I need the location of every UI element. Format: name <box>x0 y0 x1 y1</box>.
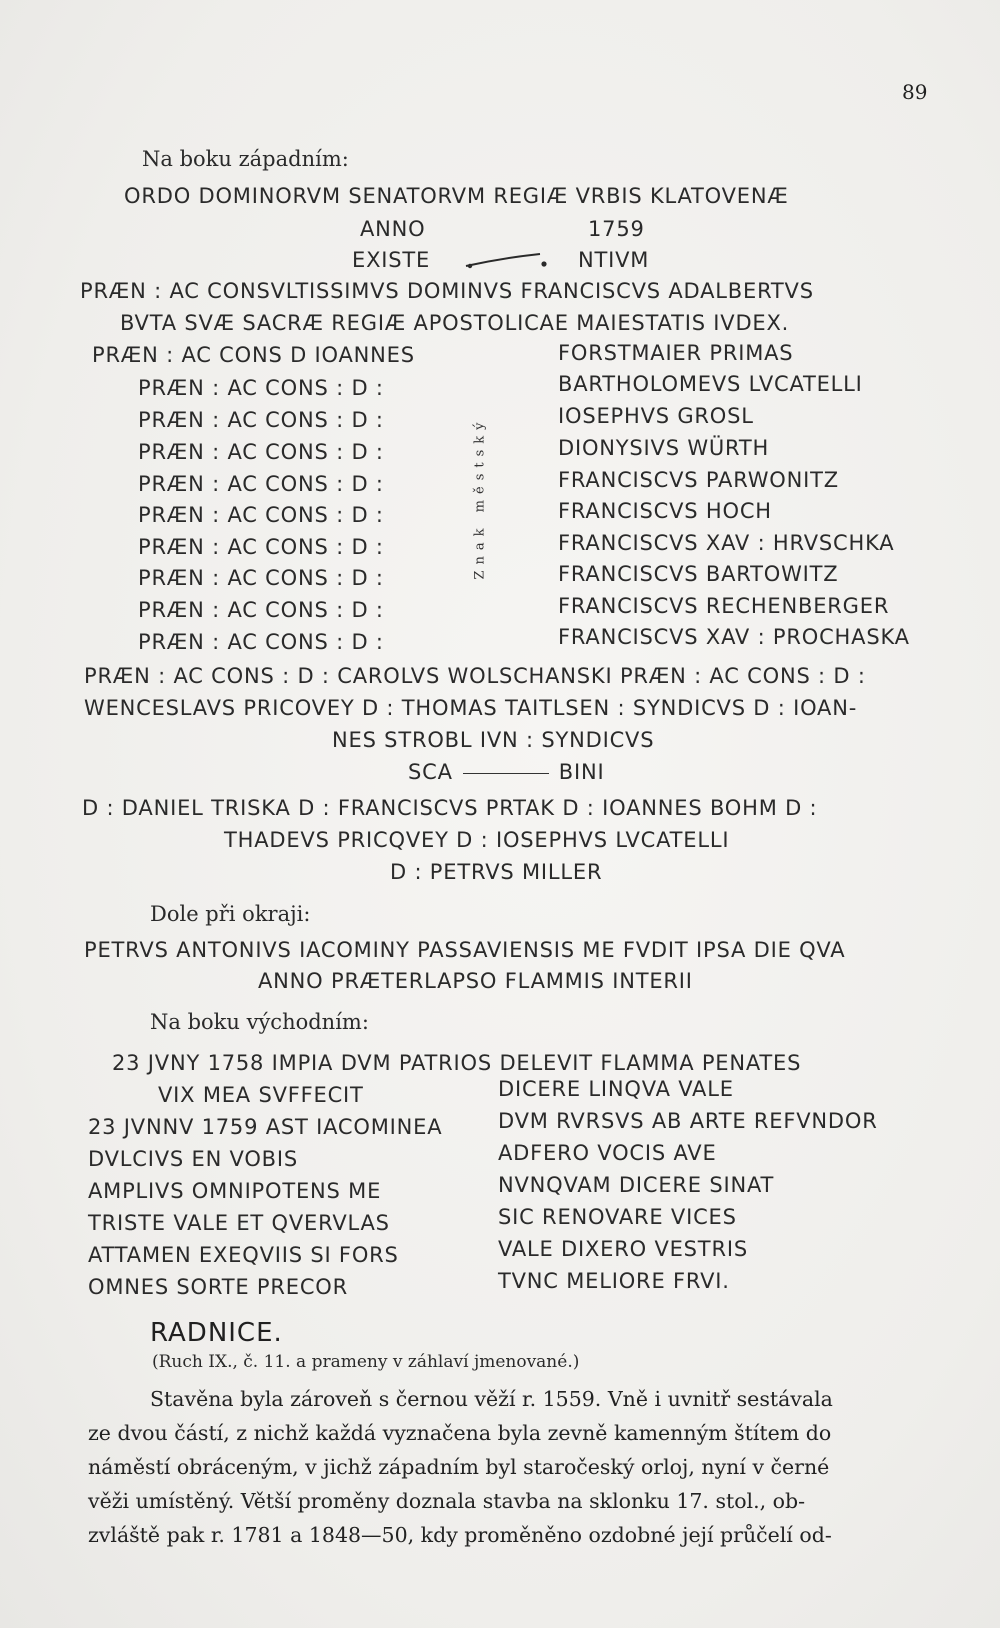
inscription-line: BVTA SVÆ SACRÆ REGIÆ APOSTOLICAE MAIESTATIS IVDEX. <box>120 311 790 335</box>
section-paragraph <box>88 1382 940 1552</box>
verse-left: DVLCIVS EN VOBIS <box>88 1147 299 1171</box>
anno-year: 1759 <box>588 217 645 241</box>
verse-right: TVNC MELIORE FRVI. <box>498 1269 730 1293</box>
primas-left: PRÆN : AC CONS D IOANNES <box>92 343 415 367</box>
verse-left: ATTAMEN EXEQVIIS SI FORS <box>88 1243 399 1267</box>
council-name: BARTHOLOMEVS LVCATELLI <box>558 372 863 396</box>
verse-left: TRISTE VALE ET QVERVLAS <box>88 1211 390 1235</box>
verse-right: ADFERO VOCIS AVE <box>498 1141 717 1165</box>
page-number: 89 <box>902 80 928 104</box>
council-name: FRANCISCVS XAV : PROCHASKA <box>558 625 910 649</box>
council-prefix: PRÆN : AC CONS : D : <box>138 472 384 496</box>
sca-bini-line <box>408 760 604 784</box>
verse-left: VIX MEA SVFFECIT <box>158 1083 364 1107</box>
inscription-line: NES STROBL IVN : SYNDICVS <box>332 728 655 752</box>
section-source: (Ruch IX., č. 11. a prameny v záhlaví jmenované.) <box>152 1352 580 1372</box>
verse-left: 23 JVNNV 1759 AST IACOMINEA <box>88 1115 443 1139</box>
paragraph-line: zvláště pak r. 1781 a 1848—50, kdy proměněno ozdobné její průčelí od- <box>88 1523 832 1547</box>
inscription-line: WENCESLAVS PRICOVEY D : THOMAS TAITLSEN : SYNDICVS D : IOAN- <box>84 696 858 720</box>
inscription-line: ORDO DOMINORVM SENATORVM REGIÆ VRBIS KLATOVENÆ <box>124 184 789 208</box>
broken-ornament <box>462 250 554 272</box>
dash-separator <box>463 773 549 774</box>
existe-right: NTIVM <box>578 248 650 272</box>
council-name: FRANCISCVS BARTOWITZ <box>558 562 839 586</box>
council-prefix: PRÆN : AC CONS : D : <box>138 535 384 559</box>
inscription-line: D : DANIEL TRISKA D : FRANCISCVS PRTAK D : IOANNES BOHM D : <box>82 796 818 820</box>
vertical-coat-of-arms-mark <box>470 398 490 598</box>
council-prefix: PRÆN : AC CONS : D : <box>138 408 384 432</box>
existe-left: EXISTE <box>352 248 431 272</box>
verse-right: DVM RVRSVS AB ARTE REFVNDOR <box>498 1109 878 1133</box>
council-prefix: PRÆN : AC CONS : D : <box>138 630 384 654</box>
verse-right: NVNQVAM DICERE SINAT <box>498 1173 775 1197</box>
council-prefix: PRÆN : AC CONS : D : <box>138 566 384 590</box>
council-prefix: PRÆN : AC CONS : D : <box>138 598 384 622</box>
anno-label: ANNO <box>360 217 426 241</box>
paragraph-line: ze dvou částí, z nichž každá vyznačena byla zevně kamenným štítem do <box>88 1421 832 1445</box>
inscription-line: PRÆN : AC CONSVLTISSIMVS DOMINVS FRANCISCVS ADALBERTVS <box>80 279 814 303</box>
vertical-mark-text: Znak městský <box>472 416 488 580</box>
verse-left: AMPLIVS OMNIPOTENS ME <box>88 1179 382 1203</box>
paragraph-line: náměstí obráceným, v jichž západním byl staročeský orloj, nyní v černé <box>88 1455 830 1479</box>
verse-right: DICERE LINQVA VALE <box>498 1077 734 1101</box>
primas-right: FORSTMAIER PRIMAS <box>558 341 794 365</box>
verse-right: SIC RENOVARE VICES <box>498 1205 737 1229</box>
section-heading: RADNICE. <box>150 1318 283 1348</box>
verse-left: OMNES SORTE PRECOR <box>88 1275 349 1299</box>
council-prefix: PRÆN : AC CONS : D : <box>138 440 384 464</box>
sca-right: BINI <box>558 760 605 784</box>
inscription-line: ANNO PRÆTERLAPSO FLAMMIS INTERII <box>258 969 693 993</box>
council-prefix: PRÆN : AC CONS : D : <box>138 503 384 527</box>
inscription-line: 23 JVNY 1758 IMPIA DVM PATRIOS DELEVIT FLAMMA PENATES <box>112 1051 802 1075</box>
sca-left: SCA <box>408 760 453 784</box>
verse-right: VALE DIXERO VESTRIS <box>498 1237 748 1261</box>
council-name: FRANCISCVS XAV : HRVSCHKA <box>558 531 895 555</box>
council-name: IOSEPHVS GROSL <box>558 404 754 428</box>
council-name: FRANCISCVS PARWONITZ <box>558 468 839 492</box>
council-name: DIONYSIVS WÜRTH <box>558 436 770 460</box>
council-name: FRANCISCVS RECHENBERGER <box>558 594 890 618</box>
paragraph-line: Stavěna byla zároveň s černou věží r. 1559. Vně i uvnitř sestávala <box>150 1387 833 1411</box>
east-side-label: Na boku východním: <box>150 1010 369 1034</box>
west-side-label: Na boku západním: <box>142 147 349 171</box>
inscription-line: THADEVS PRICQVEY D : IOSEPHVS LVCATELLI <box>224 828 730 852</box>
inscription-line: PRÆN : AC CONS : D : CAROLVS WOLSCHANSKI PRÆN : AC CONS : D : <box>84 664 866 688</box>
paragraph-line: věži umístěný. Větší proměny doznala stavba na sklonku 17. stol., ob- <box>88 1489 806 1513</box>
council-prefix: PRÆN : AC CONS : D : <box>138 376 384 400</box>
council-name: FRANCISCVS HOCH <box>558 499 772 523</box>
inscription-line: D : PETRVS MILLER <box>390 860 603 884</box>
bottom-edge-label: Dole při okraji: <box>150 902 311 926</box>
inscription-line: PETRVS ANTONIVS IACOMINY PASSAVIENSIS ME FVDIT IPSA DIE QVA <box>84 938 846 962</box>
